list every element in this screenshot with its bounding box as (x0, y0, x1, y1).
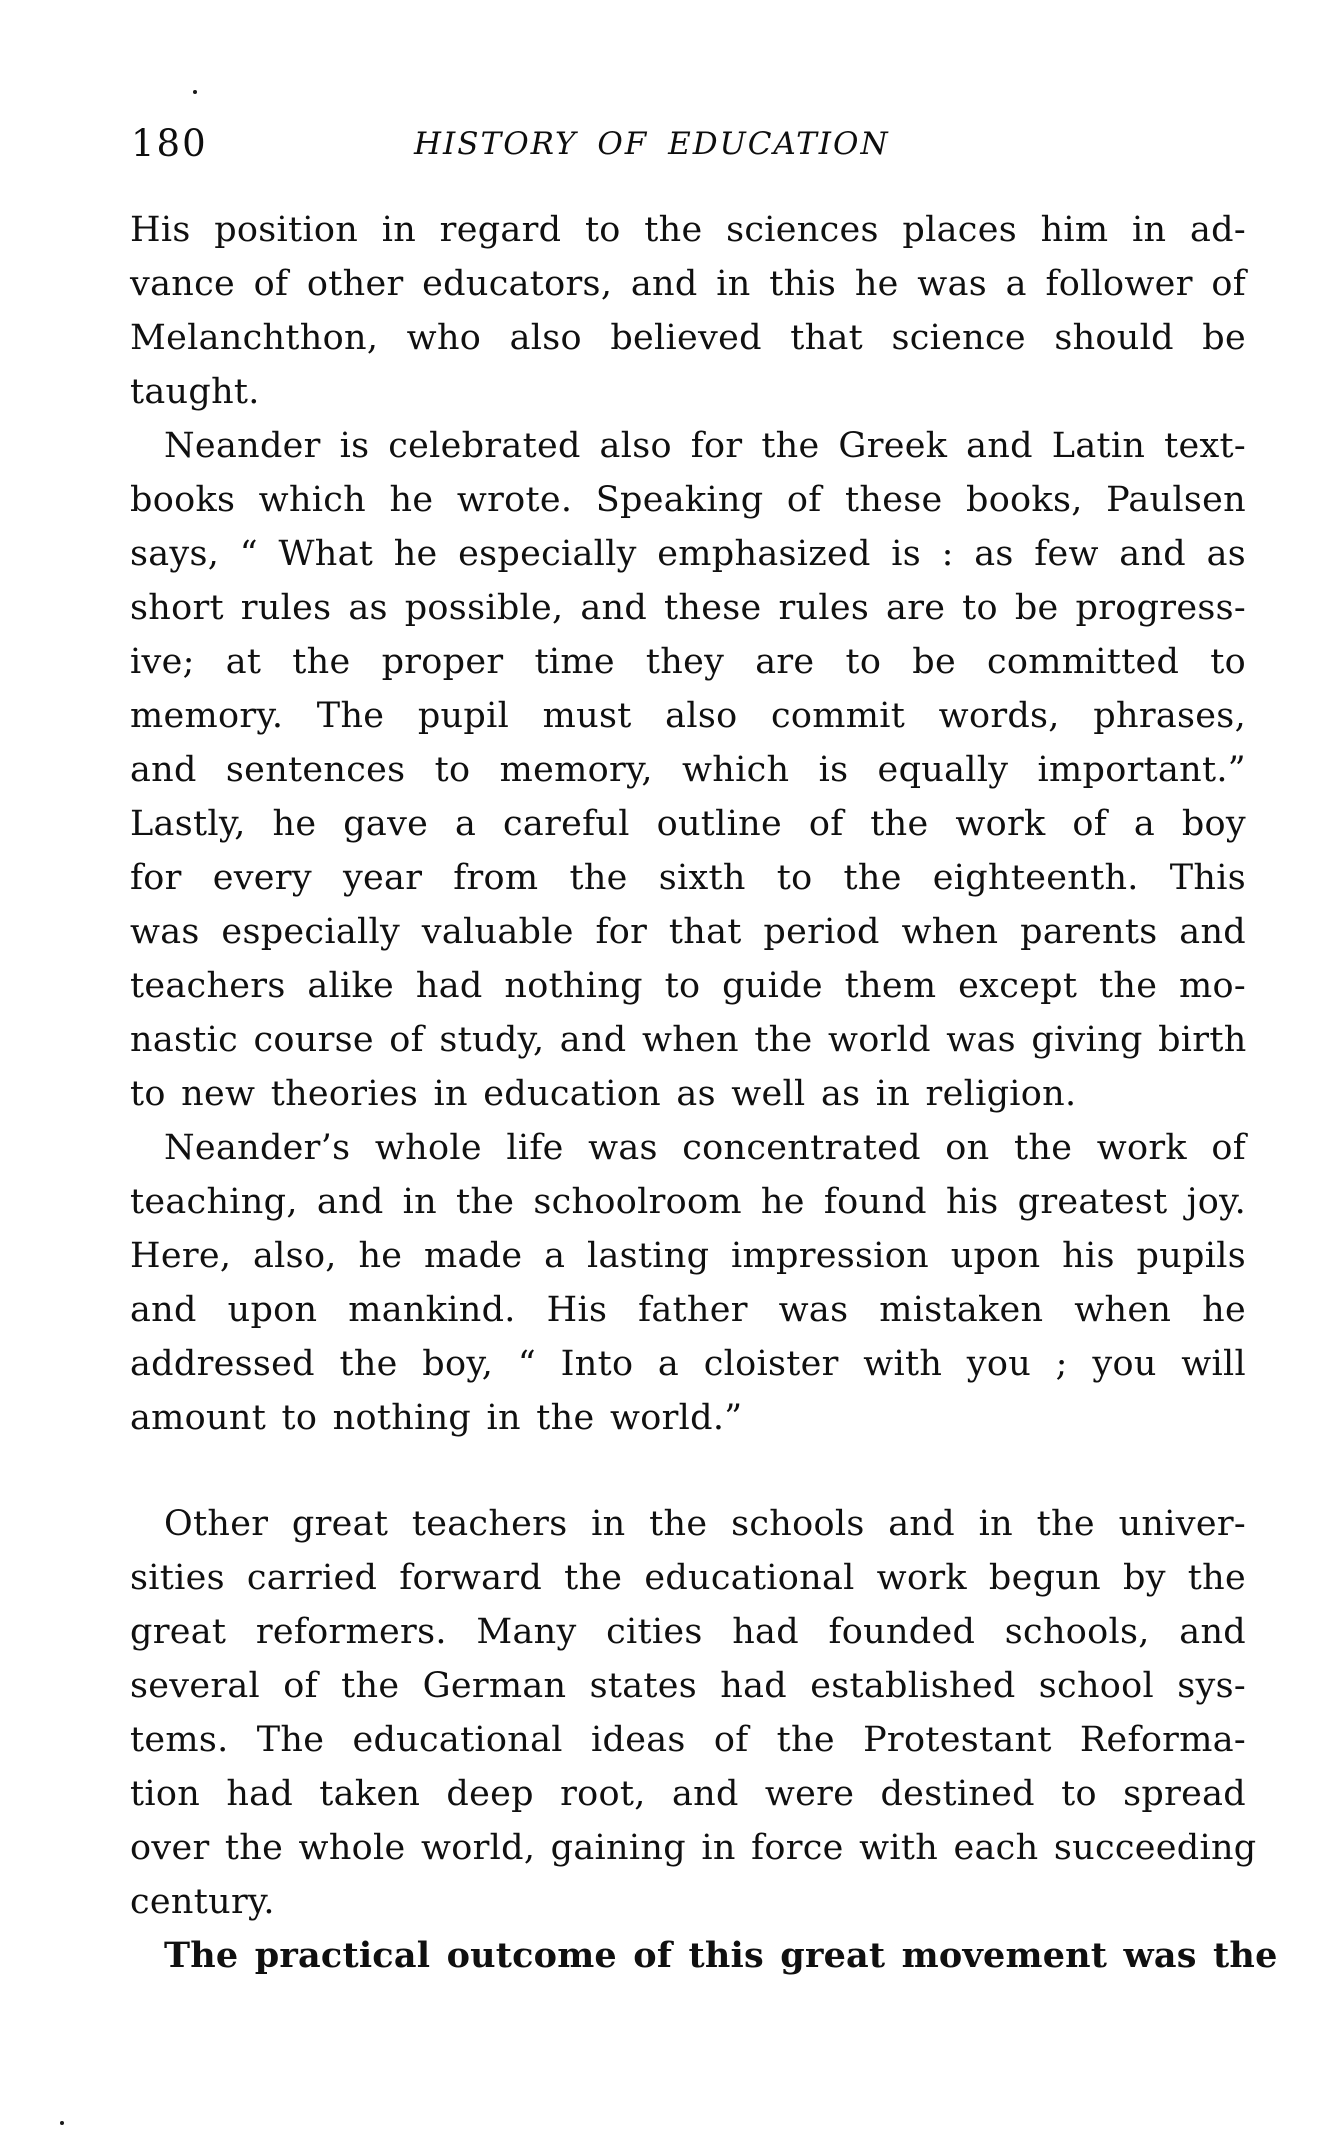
text-line: says, “ What he especially emphasized is : as few and as (130, 534, 1246, 574)
text-line: great reformers. Many cities had founded schools, and (130, 1612, 1246, 1652)
paragraph (130, 1929, 1278, 1983)
text-line: The practical outcome of this great movement was the (164, 1935, 1278, 1976)
text-line: books which he wrote. Speaking of these books, Paulsen (130, 480, 1246, 520)
text-line: His position in regard to the sciences places him in ad- (130, 210, 1246, 250)
text-line: short rules as possible, and these rules are to be progress- (130, 588, 1246, 628)
text-line: ive; at the proper time they are to be committed to (130, 642, 1246, 682)
text-line: and sentences to memory, which is equally important.” (130, 750, 1246, 790)
text-line: over the whole world, gaining in force with each succeeding (130, 1828, 1257, 1868)
text-line: tion had taken deep root, and were destined to spread (130, 1774, 1246, 1814)
text-line: and upon mankind. His father was mistaken when he (130, 1290, 1246, 1330)
page-number: 180 (131, 122, 208, 165)
text-line: taught. (130, 372, 260, 412)
text-line: amount to nothing in the world.” (130, 1398, 743, 1438)
paragraph (130, 203, 1246, 419)
text-line: century. (130, 1882, 275, 1922)
paragraph (130, 1497, 1257, 1929)
text-line: Other great teachers in the schools and in the univer- (164, 1504, 1246, 1544)
text-line: Neander’s whole life was concentrated on the work of (164, 1128, 1246, 1168)
text-line: was especially valuable for that period when parents and (130, 912, 1246, 952)
text-line: nastic course of study, and when the world was giving birth (130, 1020, 1247, 1060)
text-line: tems. The educational ideas of the Protestant Reforma- (130, 1720, 1246, 1760)
text-line: memory. The pupil must also commit words, phrases, (130, 696, 1246, 736)
running-head: HISTORY OF EDUCATION (414, 126, 890, 162)
paragraph (130, 1121, 1246, 1445)
text-line: addressed the boy, “ Into a cloister with you ; you will (130, 1344, 1246, 1384)
text-line: teaching, and in the schoolroom he found his greatest joy. (130, 1182, 1246, 1222)
paragraph (130, 419, 1246, 1121)
text-line: to new theories in education as well as in religion. (130, 1074, 1077, 1114)
text-line: several of the German states had established school sys- (130, 1666, 1246, 1706)
text-line: Neander is celebrated also for the Greek and Latin text- (164, 426, 1246, 466)
scan-speck (193, 90, 197, 94)
text-line: Melanchthon, who also believed that science should be (130, 318, 1246, 358)
scan-speck (60, 2121, 64, 2125)
text-line: teachers alike had nothing to guide them except the mo- (130, 966, 1246, 1006)
text-line: sities carried forward the educational work begun by the (130, 1558, 1246, 1598)
text-line: Lastly, he gave a careful outline of the work of a boy (130, 804, 1246, 844)
text-line: vance of other educators, and in this he was a follower of (130, 264, 1246, 304)
text-block (130, 203, 1278, 1983)
text-line: Here, also, he made a lasting impression upon his pupils (130, 1236, 1246, 1276)
text-line: for every year from the sixth to the eighteenth. This (130, 858, 1246, 898)
